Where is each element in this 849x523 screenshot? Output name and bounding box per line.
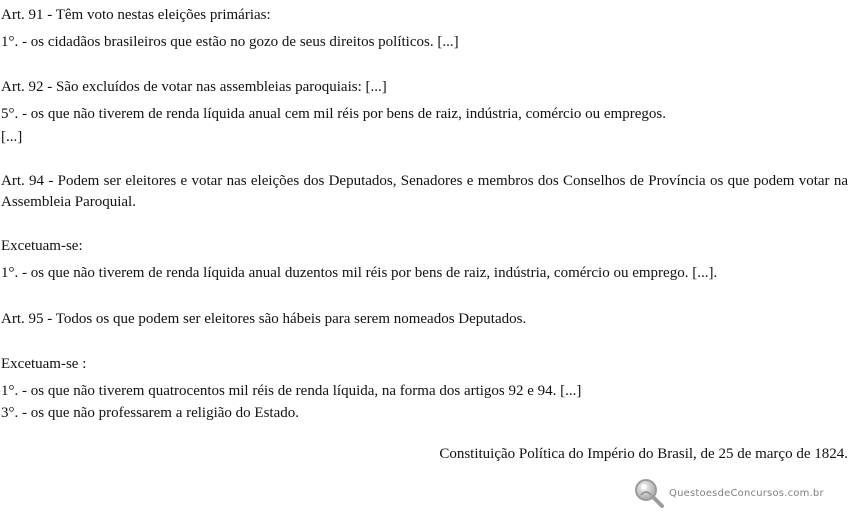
art91-heading: Art. 91 - Têm voto nestas eleições primárias: [1, 7, 271, 23]
art92-item5: 5°. - os que não tiverem de renda líquida anual cem mil réis por bens de raiz, indústria, comércio ou empregos. [1, 106, 666, 122]
art92-ellipsis: [...] [1, 129, 23, 145]
art95-exceptions-label: Excetuam-se : [1, 356, 87, 372]
art94-paragraph: Art. 94 - Podem ser eleitores e votar nas eleições dos Deputados, Senadores e membros dos Conselhos de Província os que podem votar na Assembleia Paroquial. [1, 173, 848, 210]
art95-heading: Art. 95 - Todos os que podem ser eleitores são hábeis para serem nomeados Deputados. [1, 311, 527, 327]
magnifier-logo-icon [633, 477, 665, 509]
watermark-text: QuestoesdeConcursos.com.br [669, 487, 824, 499]
art95-item3: 3°. - os que não professarem a religião do Estado. [1, 405, 299, 421]
art94-exceptions-label: Excetuam-se: [1, 238, 83, 254]
art92-heading: Art. 92 - São excluídos de votar nas assembleias paroquiais: [...] [1, 79, 387, 95]
art95-item1: 1°. - os que não tiverem quatrocentos mil réis de renda líquida, na forma dos artigos 92 e 94. [...] [1, 383, 582, 399]
art91-item1: 1°. - os cidadãos brasileiros que estão no gozo de seus direitos políticos. [...] [1, 34, 459, 50]
source-citation: Constituição Política do Império do Brasil, de 25 de março de 1824. [439, 446, 848, 462]
watermark [633, 476, 824, 510]
art94-item1: 1°. - os que não tiverem de renda líquida anual duzentos mil réis por bens de raiz, indústria, comércio ou emprego. [...]. [1, 265, 718, 281]
